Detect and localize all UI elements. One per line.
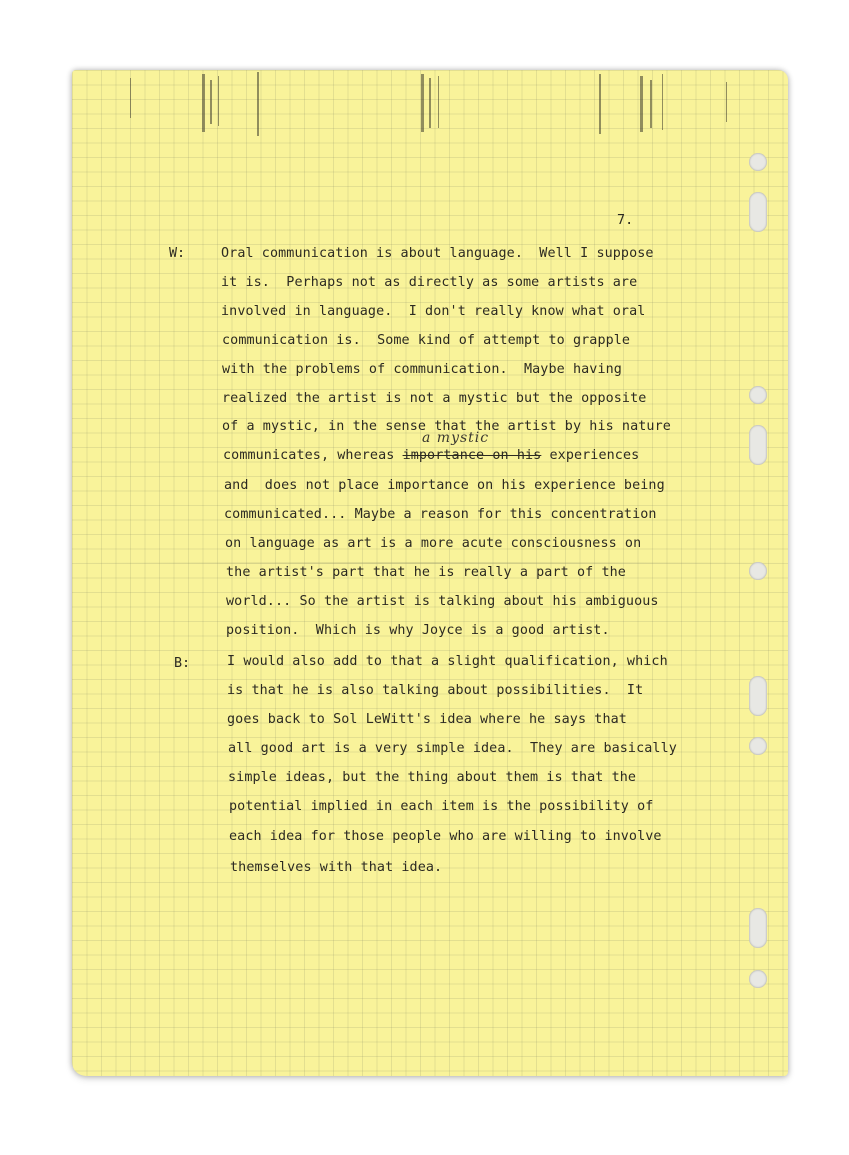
transcript-line: world... So the artist is talking about his ambiguous [226,594,659,609]
transcript-line: position. Which is why Joyce is a good artist. [226,623,610,638]
transcript-line: with the problems of communication. Maybe having [222,362,622,377]
binder-hole [749,192,767,232]
binder-hole [749,425,767,465]
binder-hole [749,153,767,171]
transcript-line: each idea for those people who are willing to involve [229,829,662,844]
transcript-line: and does not place importance on his experience being [224,478,665,493]
binder-hole [749,737,767,755]
transcript-line: goes back to Sol LeWitt's idea where he says that [227,712,627,727]
transcript-line: communication is. Some kind of attempt to grapple [222,333,631,348]
copier-smudge-top [72,70,788,140]
transcript-line: it is. Perhaps not as directly as some artists are [221,275,638,290]
typed-page [72,70,788,1076]
transcript-line-start: communicates, whereas [223,448,403,463]
transcript-line: is that he is also talking about possibilities. It [227,683,644,698]
transcript-line: Oral communication is about language. Well I suppose [221,246,654,261]
speaker-label-b: B: [174,656,191,671]
transcript-line: themselves with that idea. [230,860,443,875]
transcript-line: simple ideas, but the thing about them is that the [228,770,637,785]
transcript-line: potential implied in each item is the possibility of [229,799,654,814]
struck-out-text: importance on his [402,448,542,463]
binder-hole [749,386,767,404]
page-number: 7. [617,213,634,228]
transcript-line: communicated... Maybe a reason for this concentration [224,507,657,522]
transcript-line: the artist's part that he is really a part of the [226,565,626,580]
page-fold-line [72,562,788,564]
transcript-line: realized the artist is not a mystic but the opposite [222,391,647,406]
transcript-line: I would also add to that a slight qualification, which [227,654,668,669]
transcript-line-edited [223,448,639,463]
binder-hole [749,908,767,948]
binder-hole [749,676,767,716]
speaker-label-w: W: [169,246,186,261]
handwritten-insert: a mystic [422,430,490,446]
transcript-line-end: experiences [541,448,640,463]
binder-hole [749,562,767,580]
binder-hole [749,970,767,988]
transcript-line: involved in language. I don't really know what oral [221,304,646,319]
transcript-line: of a mystic, in the sense that the artist by his nature [222,419,671,434]
transcript-line: on language as art is a more acute consciousness on [225,536,642,551]
transcript-line: all good art is a very simple idea. They are basically [228,741,677,756]
